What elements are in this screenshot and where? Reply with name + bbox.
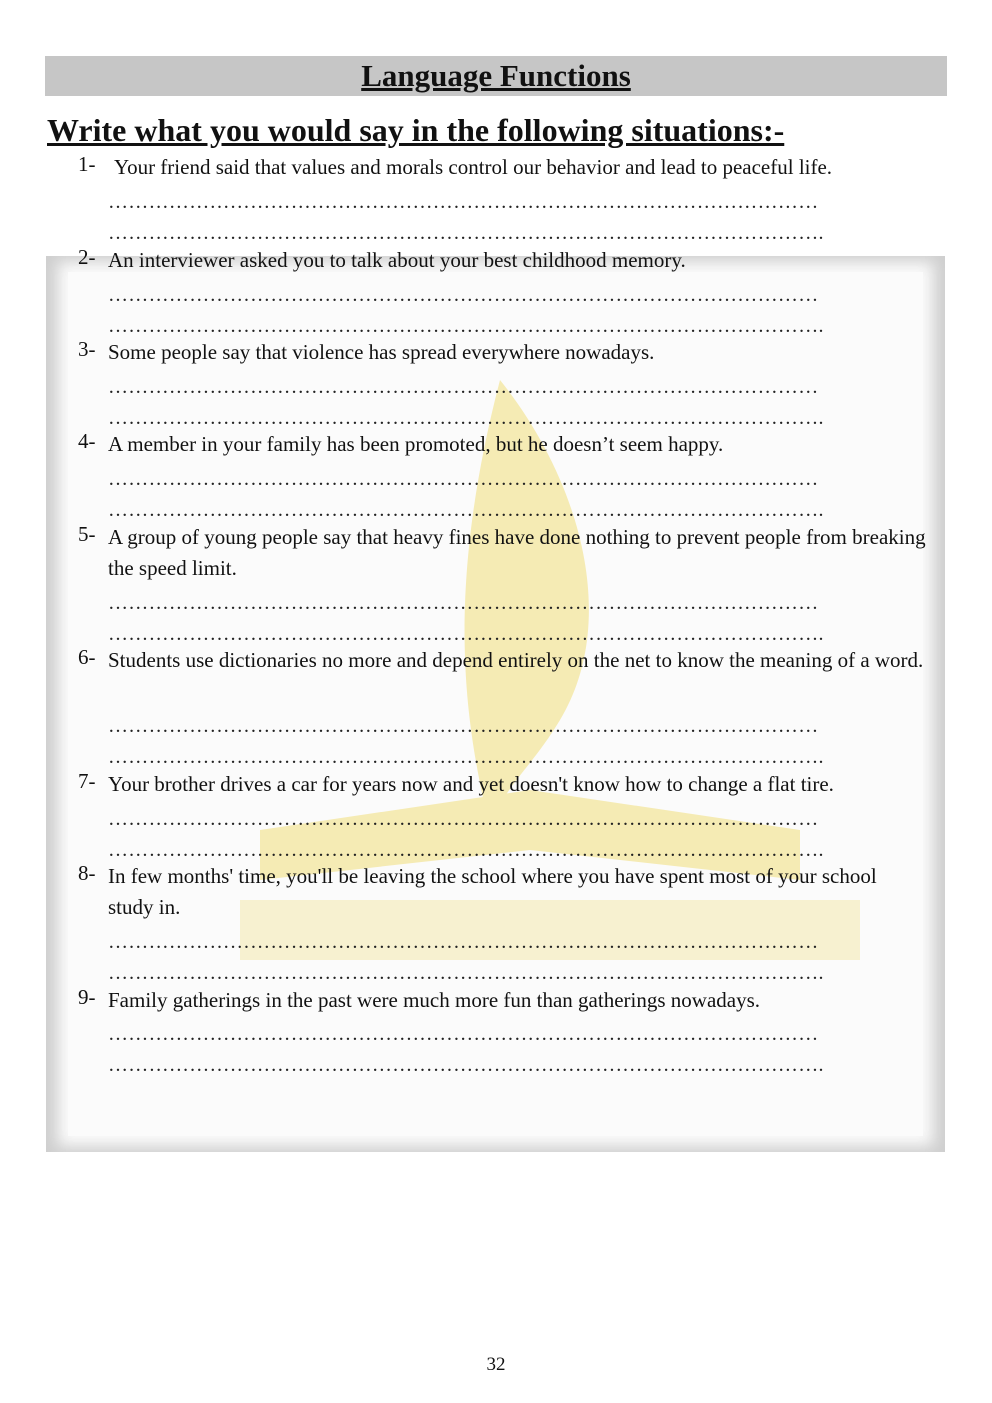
- question-text: Your brother drives a car for years now and yet doesn't know how to change a flat tire.: [108, 772, 834, 796]
- answer-line[interactable]: …………………………………………………………………………………………….: [108, 315, 824, 337]
- answer-line[interactable]: …………………………………………………………………………………………….: [108, 407, 824, 429]
- question-number: 3-: [78, 337, 96, 361]
- question-text: Family gatherings in the past were much more fun than gatherings nowadays.: [108, 988, 761, 1012]
- answer-line[interactable]: ……………………………………………………………………………………………: [108, 1023, 819, 1045]
- page-title: Language Functions: [361, 58, 631, 93]
- title-bar: [45, 56, 947, 96]
- question-number: 8-: [78, 861, 96, 885]
- question-text: Your friend said that values and morals control our behavior and lead to peaceful life.: [114, 155, 833, 179]
- answer-line[interactable]: ……………………………………………………………………………………………: [108, 284, 819, 306]
- answer-line[interactable]: ……………………………………………………………………………………………: [108, 191, 819, 213]
- answer-line[interactable]: …………………………………………………………………………………………….: [108, 839, 824, 861]
- page-number: 32: [486, 1354, 506, 1375]
- question-number: 9-: [78, 985, 96, 1009]
- answer-line[interactable]: ……………………………………………………………………………………………: [108, 808, 819, 830]
- question-text: A member in your family has been promoted, but he doesn’t seem happy.: [108, 432, 724, 456]
- question-text: Some people say that violence has spread everywhere nowadays.: [108, 340, 655, 364]
- question-text: Students use dictionaries no more and depend entirely on the net to know the meaning of a word.: [108, 648, 924, 672]
- answer-line[interactable]: ……………………………………………………………………………………………: [108, 592, 819, 614]
- question-text: An interviewer asked you to talk about your best childhood memory.: [108, 248, 686, 272]
- question-number: 2-: [78, 245, 96, 269]
- question-number: 4-: [78, 429, 96, 453]
- question-number: 1-: [78, 152, 96, 176]
- answer-line[interactable]: …………………………………………………………………………………………….: [108, 499, 824, 521]
- answer-line[interactable]: ……………………………………………………………………………………………: [108, 931, 819, 953]
- question-text: In few months' time, you'll be leaving the school where you have spent most of your school study in.: [108, 864, 877, 919]
- answer-line[interactable]: ……………………………………………………………………………………………: [108, 715, 819, 737]
- instruction-heading: Write what you would say in the following situations:-: [47, 112, 785, 148]
- answer-line[interactable]: …………………………………………………………………………………………….: [108, 1054, 824, 1076]
- answer-line[interactable]: …………………………………………………………………………………………….: [108, 222, 824, 244]
- question-text: A group of young people say that heavy fines have done nothing to prevent people from breaking the speed limit.: [108, 525, 926, 580]
- answer-line[interactable]: …………………………………………………………………………………………….: [108, 623, 824, 645]
- answer-line[interactable]: ……………………………………………………………………………………………: [108, 468, 819, 490]
- question-number: 7-: [78, 769, 96, 793]
- question-number: 6-: [78, 645, 96, 669]
- answer-line[interactable]: …………………………………………………………………………………………….: [108, 962, 824, 984]
- answer-line[interactable]: …………………………………………………………………………………………….: [108, 746, 824, 768]
- question-number: 5-: [78, 522, 96, 546]
- answer-line[interactable]: ……………………………………………………………………………………………: [108, 376, 819, 398]
